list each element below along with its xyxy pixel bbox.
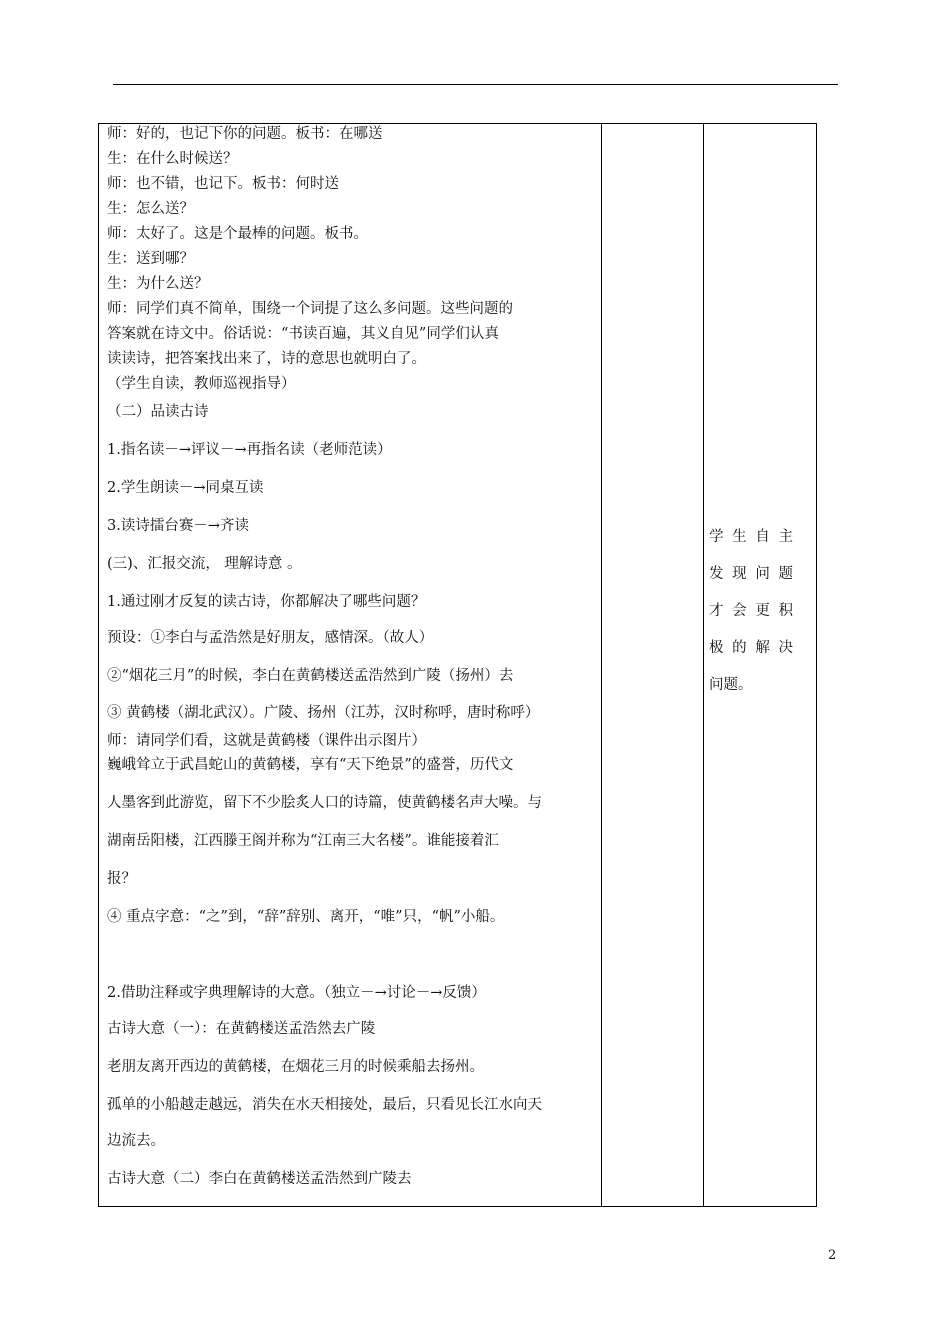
meaning-heading: 古诗大意（二）李白在黄鹤楼送孟浩然到广陵去 (107, 1171, 412, 1187)
lesson-table (98, 123, 817, 1207)
answer-line: ②“烟花三月”的时候，李白在黄鹤楼送孟浩然到广陵（扬州）去 (107, 668, 514, 684)
stage-note: （学生自读，教师巡视指导） (107, 376, 296, 392)
section-heading: （二）品读古诗 (107, 404, 209, 420)
answer-line: 预设：①李白与孟浩然是好朋友，感情深。（故人） (107, 630, 434, 646)
dialogue-line: 师：同学们真不简单，围绕一个词提了这么多问题。这些问题的 (107, 301, 513, 317)
side-note-line: 才会更积 (709, 603, 793, 619)
dialogue-line: 生：送到哪？ (107, 251, 194, 267)
dialogue-line: 师：请同学们看，这就是黄鹤楼（课件出示图片） (107, 733, 426, 749)
paragraph-line: 人墨客到此游览，留下不少脍炙人口的诗篇，使黄鹤楼名声大噪。与 (107, 795, 542, 811)
meaning-heading: 古诗大意（一）：在黄鹤楼送孟浩然去广陵 (107, 1021, 376, 1037)
paragraph-line: 报？ (107, 871, 136, 887)
paragraph-line: 湖南岳阳楼，江西滕王阁并称为“江南三大名楼”。谁能接着汇 (107, 833, 499, 849)
meaning-line: 边流去。 (107, 1133, 165, 1149)
section-heading: (三)、汇报交流， 理解诗意 。 (107, 556, 302, 572)
question-line: 2.借助注释或字典理解诗的大意。（独立－→讨论－→反馈） (107, 985, 486, 1001)
dialogue-line: 生：为什么送？ (107, 276, 209, 292)
dialogue-line: 生：在什么时候送？ (107, 151, 238, 167)
header-rule (113, 84, 838, 85)
answer-line: ④ 重点字意：“之”到，“辞”辞别、离开，“唯”只，“帆”小船。 (107, 909, 505, 925)
activity-step: 1.指名读－→评议－→再指名读（老师范读） (107, 442, 392, 458)
dialogue-line: 师：好的，也记下你的问题。板书：在哪送 (107, 126, 383, 142)
dialogue-line: 师：也不错，也记下。板书：何时送 (107, 176, 339, 192)
activity-step: 2.学生朗读－→同桌互读 (107, 480, 264, 496)
side-note-line: 问题。 (709, 677, 753, 693)
dialogue-line: 生：怎么送？ (107, 201, 194, 217)
page-number: 2 (828, 1248, 837, 1263)
meaning-line: 老朋友离开西边的黄鹤楼，在烟花三月的时候乘船去扬州。 (107, 1059, 484, 1075)
meaning-line: 孤单的小船越走越远，消失在水天相接处，最后，只看见长江水向天 (107, 1097, 542, 1113)
paragraph-line: 巍峨耸立于武昌蛇山的黄鹤楼，享有“天下绝景”的盛誉，历代文 (107, 757, 514, 773)
question-line: 1.通过刚才反复的读古诗，你都解决了哪些问题？ (107, 594, 426, 610)
side-note-line: 发现问题 (709, 566, 793, 582)
side-note-line: 学生自主 (709, 529, 793, 545)
column-divider (703, 124, 704, 1206)
side-note-line: 极的解决 (709, 640, 793, 656)
answer-line: ③ 黄鹤楼（湖北武汉）。广陵、扬州（江苏，汉时称呼，唐时称呼） (107, 705, 540, 721)
column-divider (601, 124, 602, 1206)
dialogue-line: 答案就在诗文中。俗话说：“书读百遍，其义自见”同学们认真 (107, 326, 499, 342)
dialogue-line: 师：太好了。这是个最棒的问题。板书。 (107, 226, 368, 242)
dialogue-line: 读读诗，把答案找出来了，诗的意思也就明白了。 (107, 351, 426, 367)
activity-step: 3.读诗擂台赛－→齐读 (107, 518, 249, 534)
